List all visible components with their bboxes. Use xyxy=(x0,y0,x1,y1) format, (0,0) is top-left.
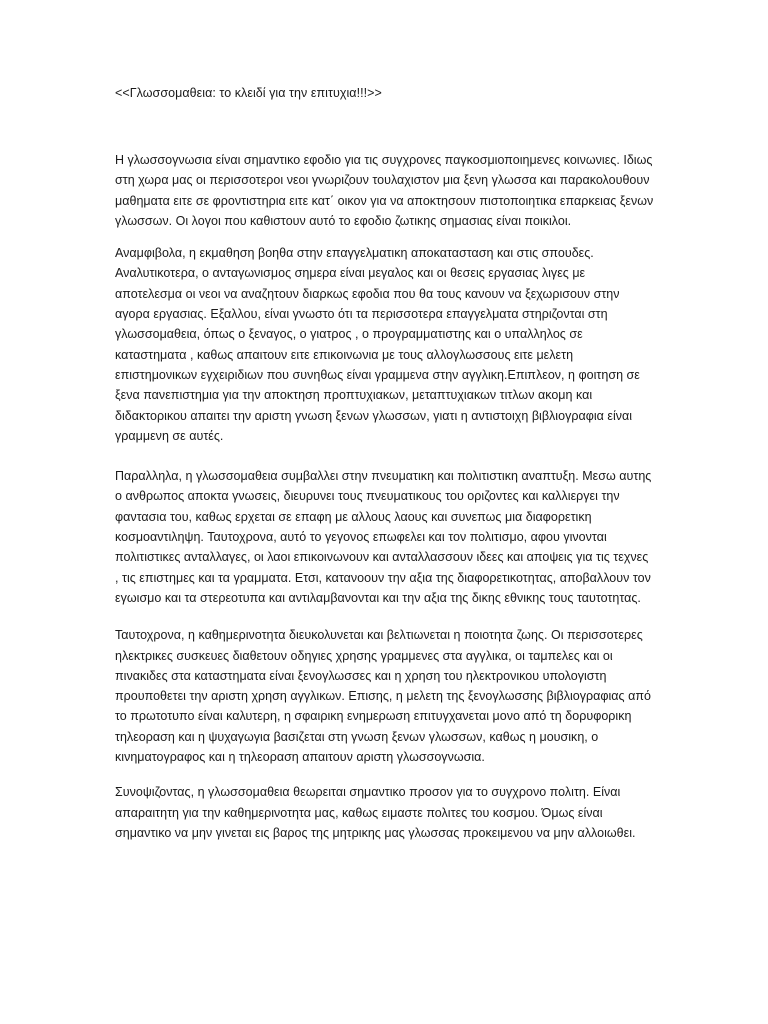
paragraph-career: Αναμφιβολα, η εκμαθηση βοηθα στην επαγγελματικη αποκατασταση και στις σπουδες. Αναλυτικοτερα, ο ανταγωνισμος σημερα είναι μεγαλος και οι θεσεις εργασιας λιγες με αποτελεσμα οι νεοι να αναζητουν διαρκως εφοδια που θα τους κανουν να ξεχωρισουν στην αγορα εργασιας. Εξαλλου, είναι γνωστο ότι τα περισσοτερα επαγγελματα στηριζονται στη γλωσσομαθεια, όπως ο ξεναγος, ο γιατρος , ο προγραμματιστης και ο υπαλληλος σε καταστηματα , καθως απαιτουν ειτε επικοινωνια με τους αλλογλωσσους ειτε μελετη επιστημονικων εγχειριδιων που συνηθως είναι γραμμενα στην αγγλικη.Επιπλεον, η φοιτηση σε ξενα πανεπιστημια για την αποκτηση προπτυχιακων, μεταπτυχιακων τιτλων ακομη και διδακτορικου απαιτει την αριστη γνωση ξενων γλωσσων, γιατι η αντιστοιχη βιβλιογραφια είναι γραμμενη σε αυτές. xyxy=(115,246,640,443)
document-page xyxy=(115,84,655,858)
paragraph-intro: Η γλωσσογνωσια είναι σημαντικο εφοδιο για τις συγχρονες παγκοσμιοποιημενες κοινωνιες. Ιδιως στη χωρα μας οι περισσοτεροι νεοι γνωριζουν τουλαχιστον μια ξενη γλωσσα και παρακολουθουν μαθηματα ειτε σε φροντιστηρια ειτε κατ΄ οικον για να αποκτησουν πιστοποιητικα επαρκειας ξενων γλωσσων. Οι λογοι που καθιστουν αυτό το εφοδιο ζωτικης σημασιας είναι ποικιλοι. xyxy=(115,153,654,228)
paragraph-conclusion: Συνοψιζοντας, η γλωσσομαθεια θεωρειται σημαντικο προσον για το συγχρονο πολιτη. Είναι απαραιτητη για την καθημερινοτητα μας, καθως ειμαστε πολιτες του κοσμου. Όμως είναι σημαντικο να μην γινεται εις βαρος της μητρικης μας γλωσσας προκειμενου να μην αλλοιωθει. xyxy=(115,785,636,840)
paragraph-daily-life: Ταυτοχρονα, η καθημερινοτητα διευκολυνεται και βελτιωνεται η ποιοτητα ζωης. Οι περισσοτερες ηλεκτρικες συσκευες διαθετουν οδηγιες χρησης γραμμενες στα αγγλικα, οι ταμπελες και οι πινακιδες στα καταστηματα είναι ξενογλωσσες και η χρηση του ηλεκτρονικου υπολογιστη προυποθετει την αριστη χρηση αγγλικων. Επισης, η μελετη της ξενογλωσσης βιβλιογραφιας από το πρωτοτυπο είναι καλυτερη, η σφαιρικη ενημερωση επιτυγχανεται μονο από τη δορυφορικη τηλεοραση και η ψυχαγωγια βασιζεται στη γνωση ξενων γλωσσων, καθως η μουσικη, ο κινηματογραφος και η τηλεοραση απαιτουν αριστη γλωσσογνωσια. xyxy=(115,628,651,765)
document-title: <<Γλωσσομαθεια: το κλειδί για την επιτυχια!!!>> xyxy=(115,86,382,100)
paragraph-culture: Παραλληλα, η γλωσσομαθεια συμβαλλει στην πνευματικη και πολιτιστικη αναπτυξη. Μεσω αυτης ο ανθρωπος αποκτα γνωσεις, διευρυνει τους πνευματικους του οριζοντες και καλλιεργει την φαντασια του, καθως ερχεται σε επαφη με αλλους λαους και συνεπως μια διαφορετικη κοσμοαντιληψη. Ταυτοχρονα, αυτό το γεγονος επωφελει και τον πολιτισμο, αφου γινονται πολιτιστικες ανταλλαγες, οι λαοι επικοινωνουν και ανταλλασσουν ιδεες και αποψεις για τις τεχνες , τις επιστημες και τα γραμματα. Ετσι, κατανοουν την αξια της διαφορετικοτητας, αποβαλλουν τον εγωισμο και τα στερεοτυπα και αντιλαμβανονται και την αξια της δικης εθνικης τους ταυτοτητας. xyxy=(115,469,652,605)
